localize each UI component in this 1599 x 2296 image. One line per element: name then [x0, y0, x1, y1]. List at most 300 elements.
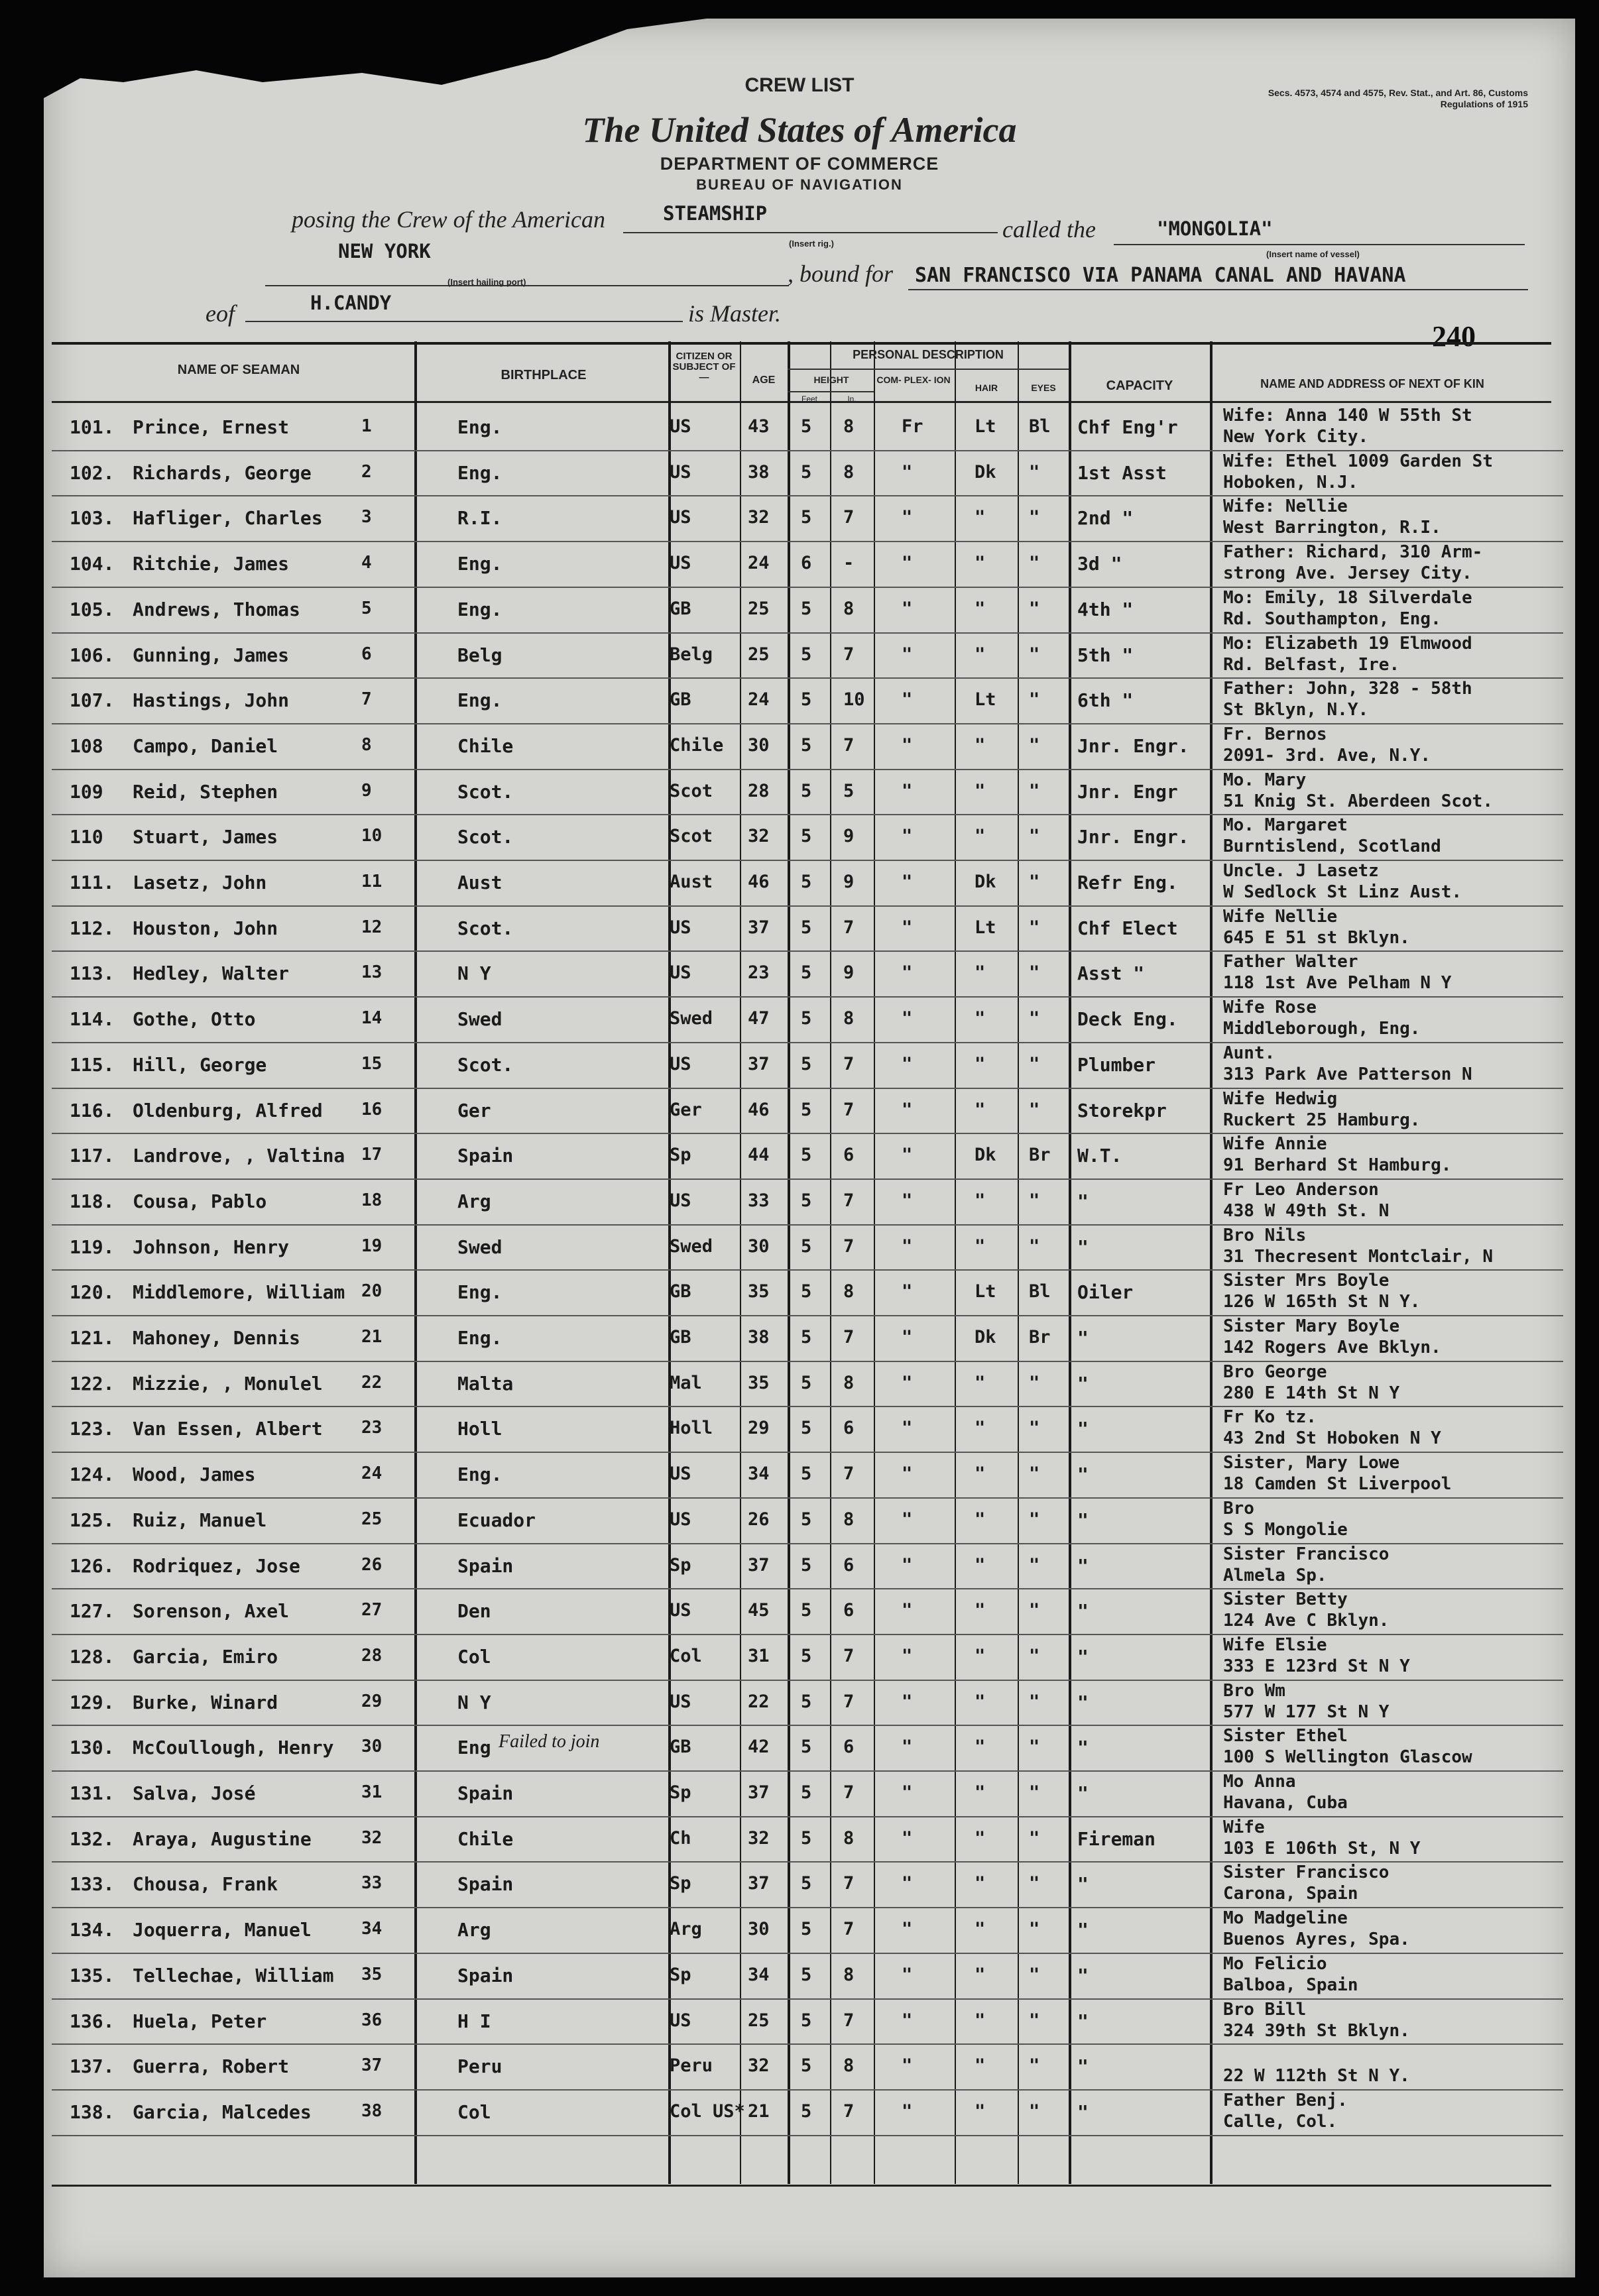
height-inches: 7	[843, 1053, 855, 1074]
next-of-kin-address: 126 W 165th St N Y.	[1223, 1292, 1421, 1312]
next-of-kin-name: Fr Ko tz.	[1223, 1407, 1317, 1428]
next-of-kin-name: Sister Francisco	[1223, 1544, 1390, 1564]
hair: "	[975, 1190, 986, 1211]
complexion: "	[902, 826, 913, 847]
bureau-heading: BUREAU OF NAVIGATION	[696, 176, 903, 193]
statute-reference: Secs. 4573, 4574 and 4575, Rev. Stat., and Art. 86, Customs Regulations of 1915	[1268, 87, 1528, 109]
row-rule	[52, 1042, 1563, 1043]
seaman-name: Mahoney, Dennis	[133, 1327, 300, 1349]
row-number: 107.	[70, 689, 115, 712]
next-of-kin-address: S S Mongolie	[1223, 1519, 1348, 1540]
height-inches: 7	[843, 1691, 855, 1712]
next-of-kin-address: Buenos Ayres, Spa.	[1223, 1929, 1410, 1950]
citizenship: US	[670, 1053, 691, 1074]
row-index: 34	[361, 1919, 383, 1939]
seaman-name: Burke, Winard	[133, 1691, 278, 1713]
age: 29	[748, 1418, 770, 1439]
eyes: "	[1029, 2010, 1040, 2031]
hair: "	[975, 826, 986, 847]
row-number: 110	[70, 826, 103, 848]
age: 33	[748, 1190, 770, 1211]
eyes: "	[1029, 1964, 1040, 1985]
age: 45	[748, 1600, 770, 1621]
row-index: 14	[361, 1008, 383, 1029]
eyes: Br	[1029, 1327, 1051, 1348]
eyes: "	[1029, 1919, 1040, 1940]
height-inches: 7	[843, 1645, 855, 1666]
birthplace: Spain	[457, 1554, 514, 1577]
row-number: 119.	[70, 1235, 115, 1258]
height-inches: 8	[843, 461, 855, 483]
complexion: "	[902, 1691, 913, 1712]
height-inches: 7	[843, 1919, 855, 1940]
complexion: "	[902, 1919, 913, 1940]
seaman-name: Lasetz, John	[133, 872, 267, 893]
row-rule	[52, 1224, 1563, 1226]
birthplace: Eng.	[457, 1464, 503, 1486]
seaman-name: Reid, Stephen	[133, 780, 278, 803]
destination: SAN FRANCISCO VIA PANAMA CANAL AND HAVANA	[915, 264, 1406, 287]
complexion: "	[902, 1099, 913, 1120]
height-feet: 5	[801, 1053, 812, 1074]
birthplace: Arg	[457, 1919, 491, 1941]
height-inches: 5	[843, 780, 855, 801]
next-of-kin-address: St Bklyn, N.Y.	[1223, 700, 1369, 720]
citizenship: US	[670, 962, 691, 984]
row-number: 128.	[70, 1645, 115, 1668]
height-inches: 8	[843, 598, 855, 619]
row-number: 127.	[70, 1600, 115, 1623]
hair: "	[975, 1053, 986, 1074]
bound-for-label: , bound for	[788, 260, 894, 287]
header-feet: Feet	[801, 394, 817, 404]
eyes: "	[1029, 1372, 1040, 1393]
row-number: 131.	[70, 1782, 115, 1804]
row-number: 113.	[70, 962, 115, 985]
row-index: 12	[361, 917, 383, 937]
complexion: "	[902, 1827, 913, 1849]
capacity: Jnr. Engr.	[1077, 734, 1189, 757]
capacity: "	[1077, 1235, 1089, 1258]
age: 44	[748, 1145, 770, 1166]
seaman-name: Araya, Augustine	[133, 1827, 312, 1850]
citizenship: Chile	[670, 734, 724, 756]
row-index: 35	[361, 1964, 383, 1984]
next-of-kin-address: 91 Berhard St Hamburg.	[1223, 1155, 1452, 1176]
seaman-name: Sorenson, Axel	[133, 1600, 290, 1623]
eyes: Br	[1029, 1145, 1051, 1166]
age: 25	[748, 2010, 770, 2031]
age: 43	[748, 416, 770, 437]
age: 37	[748, 1873, 770, 1894]
next-of-kin-address: Burntislend, Scotland	[1223, 836, 1441, 857]
complexion: "	[902, 872, 913, 892]
height-inches: 6	[843, 1737, 855, 1758]
row-number: 121.	[70, 1327, 115, 1349]
birthplace: Eng	[457, 1737, 491, 1759]
row-index: 30	[361, 1737, 383, 1757]
height-inches: 8	[843, 1008, 855, 1029]
seaman-name: Hedley, Walter	[133, 962, 290, 985]
complexion: "	[902, 917, 913, 938]
row-rule	[52, 1998, 1563, 2000]
capacity: Deck Eng.	[1077, 1008, 1178, 1031]
height-feet: 5	[801, 2100, 812, 2122]
table-bottom-rule	[52, 2185, 1551, 2187]
citizenship: Ch	[670, 1827, 691, 1849]
eyes: "	[1029, 1008, 1040, 1029]
capacity: Chf Elect	[1077, 917, 1178, 939]
citizenship: Scot	[670, 780, 713, 801]
row-number: 105.	[70, 598, 115, 620]
next-of-kin-name: Father: John, 328 - 58th	[1223, 679, 1472, 699]
citizenship: Col	[670, 1645, 702, 1666]
row-rule	[52, 1953, 1563, 1954]
hailing-underline	[265, 285, 789, 286]
eyes: "	[1029, 917, 1040, 938]
row-number: 108	[70, 734, 103, 757]
row-number: 133.	[70, 1873, 115, 1896]
next-of-kin-name: Father Benj.	[1223, 2090, 1348, 2110]
hair: Dk	[975, 1145, 996, 1166]
height-feet: 5	[801, 1008, 812, 1029]
hair: Lt	[975, 416, 996, 437]
next-of-kin-name: Fr. Bernos	[1223, 724, 1327, 744]
height-feet: 5	[801, 416, 812, 437]
citizenship: Peru	[670, 2055, 713, 2077]
seaman-name: Stuart, James	[133, 826, 278, 848]
header-inches: In.	[847, 394, 857, 404]
age: 42	[748, 1737, 770, 1758]
row-number: 116.	[70, 1099, 115, 1121]
capacity: "	[1077, 1873, 1089, 1896]
birthplace: Peru	[457, 2055, 503, 2078]
next-of-kin-address: W Sedlock St Linz Aust.	[1223, 882, 1462, 902]
eyes: Bl	[1029, 416, 1051, 437]
row-index: 9	[361, 780, 372, 801]
row-number: 117.	[70, 1145, 115, 1167]
complexion: "	[902, 1645, 913, 1666]
complexion: "	[902, 2100, 913, 2122]
next-of-kin-name: Father: Richard, 310 Arm-	[1223, 542, 1483, 563]
row-rule	[52, 1680, 1563, 1681]
next-of-kin-name: Sister Mary Boyle	[1223, 1316, 1400, 1336]
height-inches: 7	[843, 1235, 855, 1257]
height-feet: 5	[801, 689, 812, 711]
height-feet: 5	[801, 872, 812, 892]
hair: "	[975, 1919, 986, 1940]
eyes: "	[1029, 553, 1040, 574]
row-index: 19	[361, 1235, 383, 1256]
row-index: 18	[361, 1190, 383, 1210]
citizenship: Holl	[670, 1418, 713, 1439]
capacity: "	[1077, 2010, 1089, 2032]
next-of-kin-address: 280 E 14th St N Y	[1223, 1383, 1400, 1403]
row-rule	[52, 1497, 1563, 1499]
row-index: 32	[361, 1827, 383, 1848]
height-feet: 5	[801, 1099, 812, 1120]
birthplace: Den	[457, 1600, 491, 1623]
height-feet: 5	[801, 1464, 812, 1485]
next-of-kin-address: 645 E 51 st Bklyn.	[1223, 927, 1410, 948]
row-rule	[52, 1634, 1563, 1635]
capacity: "	[1077, 1418, 1089, 1440]
eyes: "	[1029, 461, 1040, 483]
row-number: 137.	[70, 2055, 115, 2078]
complexion: Fr	[902, 416, 923, 437]
height-feet: 5	[801, 1873, 812, 1894]
next-of-kin-address: 142 Rogers Ave Bklyn.	[1223, 1338, 1441, 1357]
complexion: "	[902, 1235, 913, 1257]
next-of-kin-name: Mo Madgeline	[1223, 1908, 1348, 1929]
hair: "	[975, 1099, 986, 1120]
height-inches: 7	[843, 507, 855, 528]
seaman-name: Hastings, John	[133, 689, 290, 712]
birthplace: R.I.	[457, 507, 503, 530]
next-of-kin-address: 118 1st Ave Pelham N Y	[1223, 973, 1452, 994]
hair: "	[975, 734, 986, 756]
eyes: "	[1029, 1099, 1040, 1120]
height-feet: 5	[801, 1190, 812, 1211]
header-age: AGE	[752, 374, 776, 386]
height-feet: 5	[801, 917, 812, 938]
complexion: "	[902, 461, 913, 483]
eyes: "	[1029, 1464, 1040, 1485]
personal-subrule	[788, 369, 1069, 370]
header-name-of-seaman: NAME OF SEAMAN	[177, 363, 300, 377]
eyes: "	[1029, 1190, 1040, 1211]
height-subrule	[788, 391, 874, 392]
row-index: 27	[361, 1600, 383, 1621]
next-of-kin-name: Sister Ethel	[1223, 1726, 1348, 1747]
next-of-kin-name: Wife: Ethel 1009 Garden St	[1223, 451, 1493, 471]
complexion: "	[902, 1053, 913, 1074]
next-of-kin-name: Wife Hedwig	[1223, 1088, 1338, 1109]
capacity: "	[1077, 1327, 1089, 1349]
eyes: "	[1029, 1053, 1040, 1074]
row-index: 23	[361, 1418, 383, 1438]
height-inches: 6	[843, 1600, 855, 1621]
next-of-kin-name: Sister Mrs Boyle	[1223, 1271, 1390, 1291]
row-index: 36	[361, 2010, 383, 2030]
seaman-name: Hill, George	[133, 1053, 267, 1076]
complexion: "	[902, 1600, 913, 1621]
capacity: Storekpr	[1077, 1099, 1167, 1121]
birthplace: Eng.	[457, 416, 503, 438]
citizenship: Ger	[670, 1099, 702, 1120]
row-rule	[52, 1406, 1563, 1407]
birthplace: N Y	[457, 1691, 491, 1713]
height-inches: 10	[843, 689, 865, 711]
complexion: "	[902, 1509, 913, 1530]
row-number: 111.	[70, 872, 115, 893]
complexion: "	[902, 1327, 913, 1348]
complexion: "	[902, 2010, 913, 2031]
next-of-kin-name: Bro George	[1223, 1361, 1327, 1382]
row-number: 118.	[70, 1190, 115, 1212]
height-feet: 5	[801, 1600, 812, 1621]
citizenship: US	[670, 1509, 691, 1530]
row-number: 138.	[70, 2100, 115, 2123]
next-of-kin-name: Bro	[1223, 1498, 1254, 1519]
next-of-kin-name: Wife Annie	[1223, 1134, 1327, 1155]
capacity: "	[1077, 1372, 1089, 1395]
next-of-kin-address: Almela Sp.	[1223, 1565, 1327, 1585]
hair: Dk	[975, 872, 996, 892]
hair: "	[975, 507, 986, 528]
seaman-name: Richards, George	[133, 461, 312, 484]
complexion: "	[902, 689, 913, 711]
age: 38	[748, 461, 770, 483]
next-of-kin-address: Middleborough, Eng.	[1223, 1019, 1421, 1039]
complexion: "	[902, 1372, 913, 1393]
height-feet: 5	[801, 1691, 812, 1712]
eyes: "	[1029, 1600, 1040, 1621]
age: 35	[748, 1281, 770, 1302]
height-feet: 5	[801, 2010, 812, 2031]
row-index: 3	[361, 507, 372, 528]
row-index: 31	[361, 1782, 383, 1802]
row-index: 8	[361, 734, 372, 755]
next-of-kin-address: 324 39th St Bklyn.	[1223, 2020, 1410, 2041]
height-inches: 7	[843, 1190, 855, 1211]
age: 32	[748, 2055, 770, 2077]
age: 26	[748, 1509, 770, 1530]
height-feet: 5	[801, 826, 812, 847]
age: 25	[748, 644, 770, 665]
birthplace: Belg	[457, 644, 503, 666]
next-of-kin-address: 51 Knig St. Aberdeen Scot.	[1223, 791, 1493, 811]
seaman-name: Garcia, Emiro	[133, 1645, 278, 1668]
next-of-kin-address: 124 Ave C Bklyn.	[1223, 1611, 1390, 1631]
age: 24	[748, 553, 770, 574]
height-feet: 6	[801, 553, 812, 574]
age: 24	[748, 689, 770, 711]
department-heading: DEPARTMENT OF COMMERCE	[660, 154, 939, 174]
height-inches: 6	[843, 1145, 855, 1166]
capacity: 3d "	[1077, 553, 1122, 575]
birthplace: Arg	[457, 1190, 491, 1212]
age: 30	[748, 1919, 770, 1940]
complexion: "	[902, 1190, 913, 1211]
row-rule	[52, 2135, 1563, 2136]
row-index: 37	[361, 2055, 383, 2076]
row-index: 17	[361, 1145, 383, 1165]
eyes: "	[1029, 780, 1040, 801]
eyes: "	[1029, 644, 1040, 665]
header-citizen: CITIZEN OR SUBJECT OF—	[672, 351, 736, 383]
row-index: 21	[361, 1327, 383, 1347]
height-feet: 5	[801, 1281, 812, 1302]
capacity: 2nd "	[1077, 507, 1134, 530]
hair: "	[975, 962, 986, 984]
age: 32	[748, 507, 770, 528]
seaman-name: Houston, John	[133, 917, 278, 939]
whereof-label: eof	[206, 300, 235, 327]
next-of-kin-name: Wife	[1223, 1817, 1265, 1837]
hair: "	[975, 1372, 986, 1393]
citizenship: US	[670, 1691, 691, 1712]
row-rule	[52, 1133, 1563, 1134]
row-index: 13	[361, 962, 383, 983]
seaman-name: McCoullough, Henry	[133, 1737, 334, 1759]
eyes: "	[1029, 872, 1040, 892]
next-of-kin-address: 333 E 123rd St N Y	[1223, 1656, 1410, 1676]
eyes: "	[1029, 1235, 1040, 1257]
hair: Dk	[975, 1327, 996, 1348]
row-rule	[52, 2043, 1563, 2045]
height-inches: 9	[843, 872, 855, 892]
row-index: 25	[361, 1509, 383, 1529]
eyes: "	[1029, 1782, 1040, 1803]
height-inches: -	[843, 553, 855, 574]
eyes: "	[1029, 689, 1040, 711]
capacity: W.T.	[1077, 1145, 1122, 1167]
country-title: The United States of America	[582, 110, 1017, 150]
age: 46	[748, 872, 770, 892]
capacity: "	[1077, 1600, 1089, 1623]
citizenship: Sp	[670, 1145, 691, 1166]
hair: "	[975, 553, 986, 574]
birthplace: Swed	[457, 1008, 503, 1031]
height-feet: 5	[801, 780, 812, 801]
page-number: 240	[1432, 320, 1476, 353]
seaman-name: Chousa, Frank	[133, 1873, 278, 1896]
complexion: "	[902, 1418, 913, 1439]
capacity: 1st Asst	[1077, 461, 1167, 484]
row-number: 103.	[70, 507, 115, 530]
row-rule	[52, 1770, 1563, 1772]
seaman-name: Tellechae, William	[133, 1964, 334, 1986]
age: 34	[748, 1464, 770, 1485]
row-index: 4	[361, 553, 372, 573]
citizenship: US	[670, 507, 691, 528]
next-of-kin-name: Wife Nellie	[1223, 906, 1338, 927]
citizenship: Mal	[670, 1372, 702, 1393]
next-of-kin-address: 577 W 177 St N Y	[1223, 1701, 1390, 1722]
birthplace: Eng.	[457, 1281, 503, 1304]
age: 22	[748, 1691, 770, 1712]
next-of-kin-address: West Barrington, R.I.	[1223, 518, 1441, 538]
birthplace: Spain	[457, 1145, 514, 1167]
row-index: 26	[361, 1554, 383, 1575]
next-of-kin-address: 31 Thecresent Montclair, N	[1223, 1246, 1493, 1267]
next-of-kin-name: Bro Nils	[1223, 1225, 1307, 1245]
citizenship: Sp	[670, 1554, 691, 1576]
age: 30	[748, 734, 770, 756]
height-inches: 9	[843, 826, 855, 847]
hair: "	[975, 644, 986, 665]
height-feet: 5	[801, 1964, 812, 1985]
complexion: "	[902, 1554, 913, 1576]
hair: "	[975, 1691, 986, 1712]
row-index: 5	[361, 598, 372, 618]
capacity: "	[1077, 1464, 1089, 1486]
hair: "	[975, 1418, 986, 1439]
hair: "	[975, 2100, 986, 2122]
citizenship: Swed	[670, 1008, 713, 1029]
row-number: 129.	[70, 1691, 115, 1713]
eyes: "	[1029, 1737, 1040, 1758]
row-number: 134.	[70, 1919, 115, 1941]
row-number: 106.	[70, 644, 115, 666]
seaman-name: Van Essen, Albert	[133, 1418, 323, 1440]
citizenship: US	[670, 416, 691, 437]
capacity: 6th "	[1077, 689, 1134, 712]
birthplace: Scot.	[457, 826, 514, 848]
hair: "	[975, 1600, 986, 1621]
complexion: "	[902, 1464, 913, 1485]
